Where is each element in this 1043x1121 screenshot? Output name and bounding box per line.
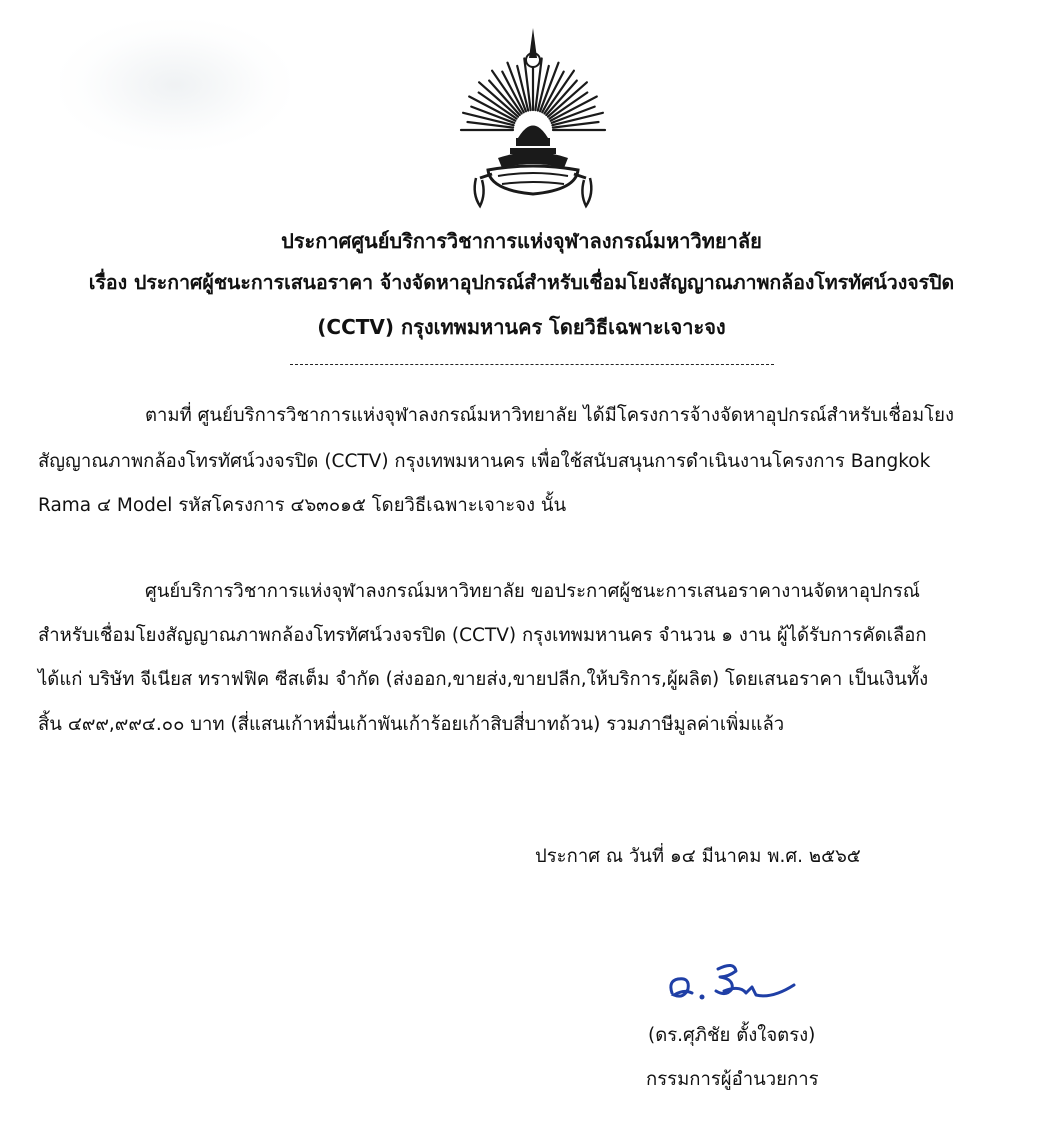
paragraph1-line: Rama ๔ Model รหัสโครงการ ๔๖๓๐๑๕ โดยวิธีเฉพาะเจาะจง นั้น bbox=[38, 495, 567, 516]
dashed-divider bbox=[290, 364, 774, 365]
announcement-subject: เรื่อง ประกาศผู้ชนะการเสนอราคา จ้างจัดหาอุปกรณ์สำหรับเชื่อมโยงสัญญาณภาพกล้องโทรทัศน์วงจรปิด bbox=[88, 271, 955, 294]
paragraph2-line: สิ้น ๔๙๙,๙๙๔.๐๐ บาท (สี่แสนเก้าหมื่นเก้าพันเก้าร้อยเก้าสิบสี่บาทถ้วน) รวมภาษีมูลค่าเพิ่มแล้ว bbox=[38, 714, 785, 735]
paragraph2-line: ได้แก่ บริษัท จีเนียส ทราฟฟิค ซีสเต็ม จำกัด (ส่งออก,ขายส่ง,ขายปลีก,ให้บริการ,ผู้ผลิต) โดยเสนอราคา เป็นเงินทั้ง bbox=[38, 669, 929, 690]
announcement-title: ประกาศศูนย์บริการวิชาการแห่งจุฬาลงกรณ์มหาวิทยาลัย bbox=[281, 229, 762, 253]
paragraph1-line: สัญญาณภาพกล้องโทรทัศน์วงจรปิด (CCTV) กรุงเทพมหานคร เพื่อใช้สนับสนุนการดำเนินงานโครงการ Bangkok bbox=[38, 451, 931, 472]
paragraph2-line: สำหรับเชื่อมโยงสัญญาณภาพกล้องโทรทัศน์วงจรปิด (CCTV) กรุงเทพมหานคร จำนวน ๑ งาน ผู้ได้รับการคัดเลือก bbox=[38, 625, 927, 646]
announcement-subject-cont: (CCTV) กรุงเทพมหานคร โดยวิธีเฉพาะเจาะจง bbox=[317, 315, 726, 339]
announcement-date: ประกาศ ณ วันที่ ๑๔ มีนาคม พ.ศ. ๒๕๖๕ bbox=[535, 846, 861, 867]
phra-kiao-emblem-icon bbox=[458, 18, 608, 213]
scan-smudge bbox=[60, 20, 290, 150]
signer-name: (ดร.ศุภิชัย ตั้งใจตรง) bbox=[648, 1025, 816, 1046]
paragraph1-line: ตามที่ ศูนย์บริการวิชาการแห่งจุฬาลงกรณ์มหาวิทยาลัย ได้มีโครงการจ้างจัดหาอุปกรณ์สำหรับเชื่อมโยง bbox=[145, 405, 955, 426]
signer-title: กรรมการผู้อำนวยการ bbox=[646, 1069, 819, 1090]
paragraph2-line: ศูนย์บริการวิชาการแห่งจุฬาลงกรณ์มหาวิทยาลัย ขอประกาศผู้ชนะการเสนอราคางานจัดหาอุปกรณ์ bbox=[145, 581, 920, 602]
handwritten-signature bbox=[662, 955, 812, 1015]
